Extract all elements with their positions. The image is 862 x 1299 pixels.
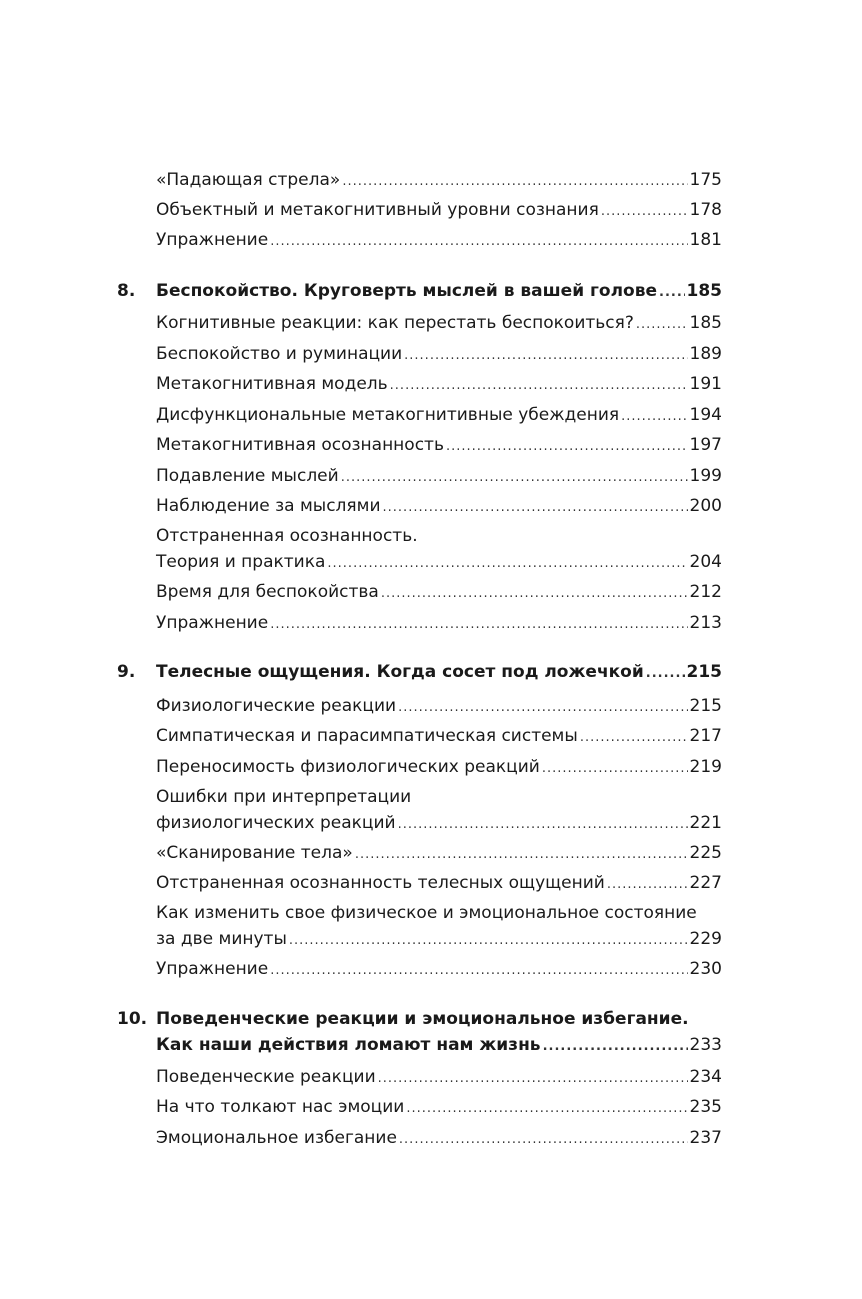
entry-title: Беспокойство и руминации: [156, 344, 403, 364]
entry-title-line1: Ошибки при интерпретации: [156, 787, 412, 807]
dot-leader: [341, 465, 688, 491]
dot-leader: [398, 695, 687, 721]
chapter-title-line1: Поведенческие реакции и эмоциональное избегание.: [156, 1009, 689, 1029]
entry-page: 213: [689, 613, 722, 633]
entry-page: 215: [689, 696, 722, 716]
entry-title: Переносимость физиологических реакций: [156, 757, 540, 777]
dot-leader: [646, 661, 685, 687]
entry-page: 221: [689, 813, 722, 833]
dot-leader: [659, 280, 684, 306]
toc-entry: [156, 402, 722, 428]
entry-title: Наблюдение за мыслями: [156, 496, 381, 516]
dot-leader: [607, 872, 688, 898]
entry-page: 200: [689, 496, 722, 516]
entry-title: Отстраненная осознанность телесных ощущений: [156, 873, 605, 893]
toc-entry: [156, 956, 722, 982]
toc-entry: [156, 926, 722, 952]
entry-page: 237: [689, 1128, 722, 1148]
entry-title: «Сканирование тела»: [156, 843, 353, 863]
entry-page: 181: [689, 230, 722, 250]
entry-title-line1: Как изменить свое физическое и эмоциональное состояние: [156, 903, 697, 923]
entry-title: Время для беспокойства: [156, 582, 379, 602]
entry-page: 229: [689, 929, 722, 949]
entry-title: Эмоциональное избегание: [156, 1128, 397, 1148]
chapter-page: 185: [686, 281, 722, 301]
dot-leader: [636, 312, 688, 338]
dot-leader: [446, 434, 688, 460]
entry-page: 178: [689, 200, 722, 220]
toc-entry: [156, 310, 722, 336]
chapter-heading: [156, 278, 722, 304]
dot-leader: [270, 229, 687, 255]
toc-entry: [156, 463, 722, 489]
chapter-title: Беспокойство. Круговерть мыслей в вашей голове: [156, 281, 658, 301]
toc-entry: [156, 167, 722, 193]
dot-leader: [543, 1034, 688, 1060]
entry-page: 219: [689, 757, 722, 777]
entry-page: 235: [689, 1097, 722, 1117]
toc-entry: [156, 1094, 722, 1120]
entry-title: Объектный и метакогнитивный уровни сознания: [156, 200, 599, 220]
chapter-heading: [156, 659, 722, 685]
entry-page: 197: [689, 435, 722, 455]
dot-leader: [399, 1127, 688, 1153]
entry-title: Физиологические реакции: [156, 696, 397, 716]
chapter-number: 10.: [117, 1009, 148, 1029]
entry-page: 230: [689, 959, 722, 979]
entry-title: Когнитивные реакции: как перестать беспокоиться?: [156, 313, 634, 333]
entry-page: 204: [689, 552, 722, 572]
dot-leader: [406, 1096, 687, 1122]
chapter-number: 8.: [117, 281, 136, 301]
dot-leader: [327, 551, 687, 577]
entry-title: Упражнение: [156, 230, 269, 250]
entry-title: Метакогнитивная модель: [156, 374, 388, 394]
chapter-number: 9.: [117, 662, 136, 682]
entry-title: Упражнение: [156, 613, 269, 633]
toc-entry: [156, 1125, 722, 1151]
entry-title: Подавление мыслей: [156, 466, 339, 486]
dot-leader: [270, 612, 687, 638]
entry-page: 191: [689, 374, 722, 394]
toc-entry: [156, 197, 722, 223]
toc-entry: [156, 579, 722, 605]
dot-leader: [398, 812, 688, 838]
entry-title-line1: Отстраненная осознанность.: [156, 526, 418, 546]
dot-leader: [342, 169, 687, 195]
toc-entry: [156, 227, 722, 253]
toc-entry: [156, 723, 722, 749]
dot-leader: [270, 958, 687, 984]
entry-page: 194: [689, 405, 722, 425]
chapter-page: 215: [686, 662, 722, 682]
entry-page: 234: [689, 1067, 722, 1087]
entry-page: 217: [689, 726, 722, 746]
dot-leader: [601, 199, 688, 225]
entry-title: Дисфункциональные метакогнитивные убеждения: [156, 405, 620, 425]
entry-title: Упражнение: [156, 959, 269, 979]
toc-entry: [156, 493, 722, 519]
dot-leader: [381, 581, 688, 607]
entry-title: физиологических реакций: [156, 813, 396, 833]
dot-leader: [404, 343, 687, 369]
toc-entry: [156, 371, 722, 397]
entry-title: «Падающая стрела»: [156, 170, 341, 190]
entry-page: 175: [689, 170, 722, 190]
entry-title: Метакогнитивная осознанность: [156, 435, 444, 455]
toc-entry: [156, 549, 722, 575]
toc-entry: [156, 1064, 722, 1090]
dot-leader: [355, 842, 688, 868]
entry-title: за две минуты: [156, 929, 287, 949]
dot-leader: [390, 373, 688, 399]
entry-title: На что толкают нас эмоции: [156, 1097, 405, 1117]
chapter-page: 233: [689, 1035, 722, 1055]
entry-page: 185: [689, 313, 722, 333]
toc-entry: [156, 610, 722, 636]
toc-entry: [156, 432, 722, 458]
entry-page: 227: [689, 873, 722, 893]
chapter-title: Телесные ощущения. Когда сосет под ложечкой: [156, 662, 644, 682]
toc-entry: [156, 693, 722, 719]
chapter-title: Как наши действия ломают нам жизнь: [156, 1035, 541, 1055]
entry-title: Теория и практика: [156, 552, 326, 572]
toc-entry: [156, 341, 722, 367]
dot-leader: [580, 725, 688, 751]
toc-entry: [156, 810, 722, 836]
entry-title: Поведенческие реакции: [156, 1067, 376, 1087]
dot-leader: [621, 404, 687, 430]
dot-leader: [378, 1066, 688, 1092]
entry-page: 199: [689, 466, 722, 486]
entry-page: 225: [689, 843, 722, 863]
entry-page: 212: [689, 582, 722, 602]
toc-entry: [156, 870, 722, 896]
entry-title: Симпатическая и парасимпатическая системы: [156, 726, 578, 746]
chapter-heading: [156, 1032, 722, 1058]
entry-page: 189: [689, 344, 722, 364]
dot-leader: [542, 756, 688, 782]
toc-entry: [156, 840, 722, 866]
dot-leader: [289, 928, 688, 954]
toc-entry: [156, 754, 722, 780]
dot-leader: [383, 495, 688, 521]
